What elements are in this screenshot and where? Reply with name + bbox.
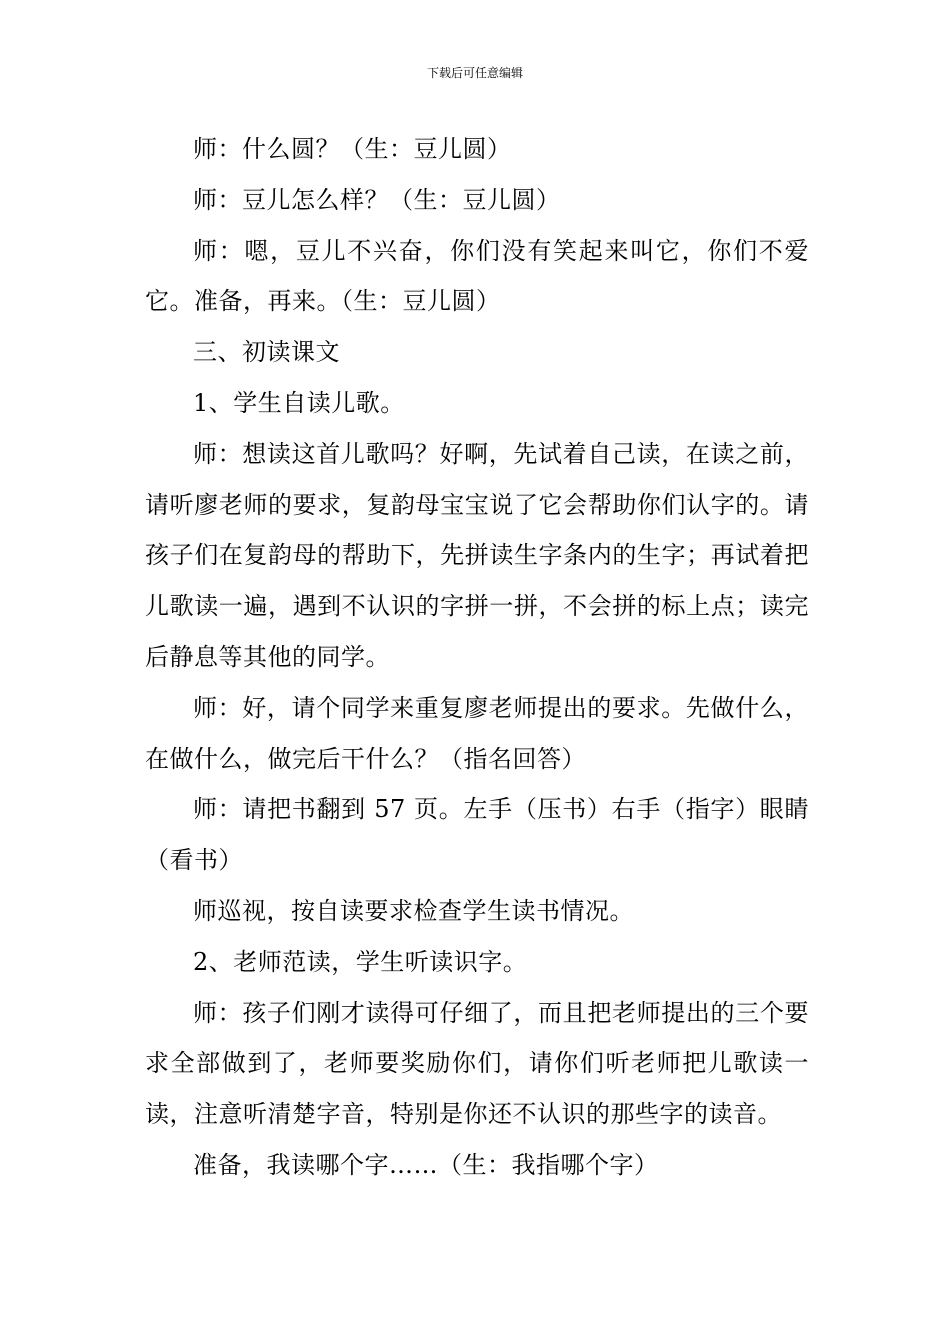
step-heading: 1、学生自读儿歌。 bbox=[193, 388, 405, 417]
page-header: 下载后可任意编辑 bbox=[426, 66, 523, 80]
paragraph: 师：想读这首儿歌吗？好啊，先试着自己读，在读之前，请听廖老师的要求，复韵母宝宝说了它会帮助你们认字的。请孩子们在复韵母的帮助下，先拼读生字条内的生字；再试着把儿歌读一遍，遇到不认识的字拼一拼，不会拼的标上点；读完后静息等其他的同学。 bbox=[145, 439, 809, 671]
paragraph: 师：什么圆？（生：豆儿圆） bbox=[193, 135, 512, 163]
paragraph: 师：请把书翻到 57 页。左手（压书）右手（指字）眼睛（看书） bbox=[145, 795, 809, 875]
document-body bbox=[145, 124, 809, 1191]
paragraph: 师：好，请个同学来重复廖老师提出的要求。先做什么，在做什么，做完后干什么？（指名回答） bbox=[145, 693, 809, 773]
paragraph: 师：孩子们刚才读得可仔细了，而且把老师提出的三个要求全部做到了，老师要奖励你们，请你们听老师把儿歌读一读，注意听清楚字音，特别是你还不认识的那些字的读音。 bbox=[145, 998, 809, 1129]
step-heading: 2、老师范读，学生听读识字。 bbox=[193, 947, 528, 976]
paragraph: 师：嗯，豆儿不兴奋，你们没有笑起来叫它，你们不爱它。准备，再来。（生：豆儿圆） bbox=[145, 236, 809, 316]
section-heading: 三、初读课文 bbox=[193, 338, 340, 367]
paragraph: 准备，我读哪个字……（生：我指哪个字） bbox=[193, 1150, 659, 1179]
paragraph: 师：豆儿怎么样？（生：豆儿圆） bbox=[193, 185, 561, 214]
paragraph: 师巡视，按自读要求检查学生读书情况。 bbox=[193, 896, 634, 925]
